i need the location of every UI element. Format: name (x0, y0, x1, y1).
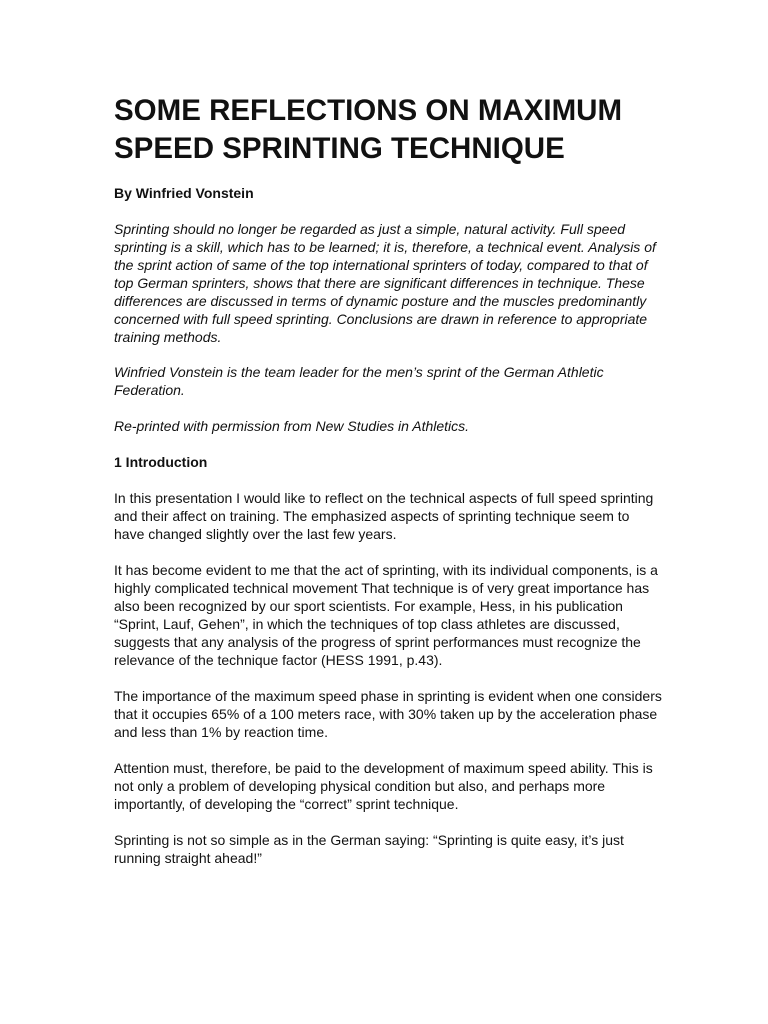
author-byline: By Winfried Vonstein (114, 185, 254, 201)
document-title: SOME REFLECTIONS ON MAXIMUM SPEED SPRINTING TECHNIQUE (114, 94, 623, 165)
body-paragraph-3: The importance of the maximum speed phase in sprinting is evident when one considers that it occupies 65% of a 100 meters race, with 30% taken up by the acceleration phase and less than 1% by reaction time. (114, 688, 662, 740)
author-note: Winfried Vonstein is the team leader for the men’s sprint of the German Athletic Federation. (114, 364, 604, 398)
reprint-note: Re-printed with permission from New Studies in Athletics. (114, 418, 470, 434)
section-heading: 1 Introduction (114, 454, 208, 470)
document-page (114, 92, 662, 885)
body-paragraph-5: Sprinting is not so simple as in the German saying: “Sprinting is quite easy, it’s just running straight ahead!” (114, 832, 624, 866)
body-paragraph-4: Attention must, therefore, be paid to the development of maximum speed ability. This is not only a problem of developing physical condition but also, and perhaps more importantly, of developing the “correct” sprint technique. (114, 760, 653, 812)
body-paragraph-1: In this presentation I would like to reflect on the technical aspects of full speed sprinting and their affect on training. The emphasized aspects of sprinting technique seem to have changed slightly over the last few years. (114, 490, 654, 542)
abstract-paragraph: Sprinting should no longer be regarded as just a simple, natural activity. Full speed sprinting is a skill, which has to be learned; it is, therefore, a technical event. Analysis of the sprint action of same of the top international sprinters of today, compared to that of top German sprinters, shows that there are significant differences in technique. These differences are discussed in terms of dynamic posture and the muscles predominantly concerned with full speed sprinting. Conclusions are drawn in reference to appropriate training methods. (114, 221, 656, 345)
body-paragraph-2: It has become evident to me that the act of sprinting, with its individual components, is a highly complicated technical movement That technique is of very great importance has also been recognized by our sport scientists. For example, Hess, in his publication “Sprint, Lauf, Gehen”, in which the techniques of top class athletes are discussed, suggests that any analysis of the progress of sprint performances must recognize the relevance of the technique factor (HESS 1991, p.43). (114, 562, 658, 668)
